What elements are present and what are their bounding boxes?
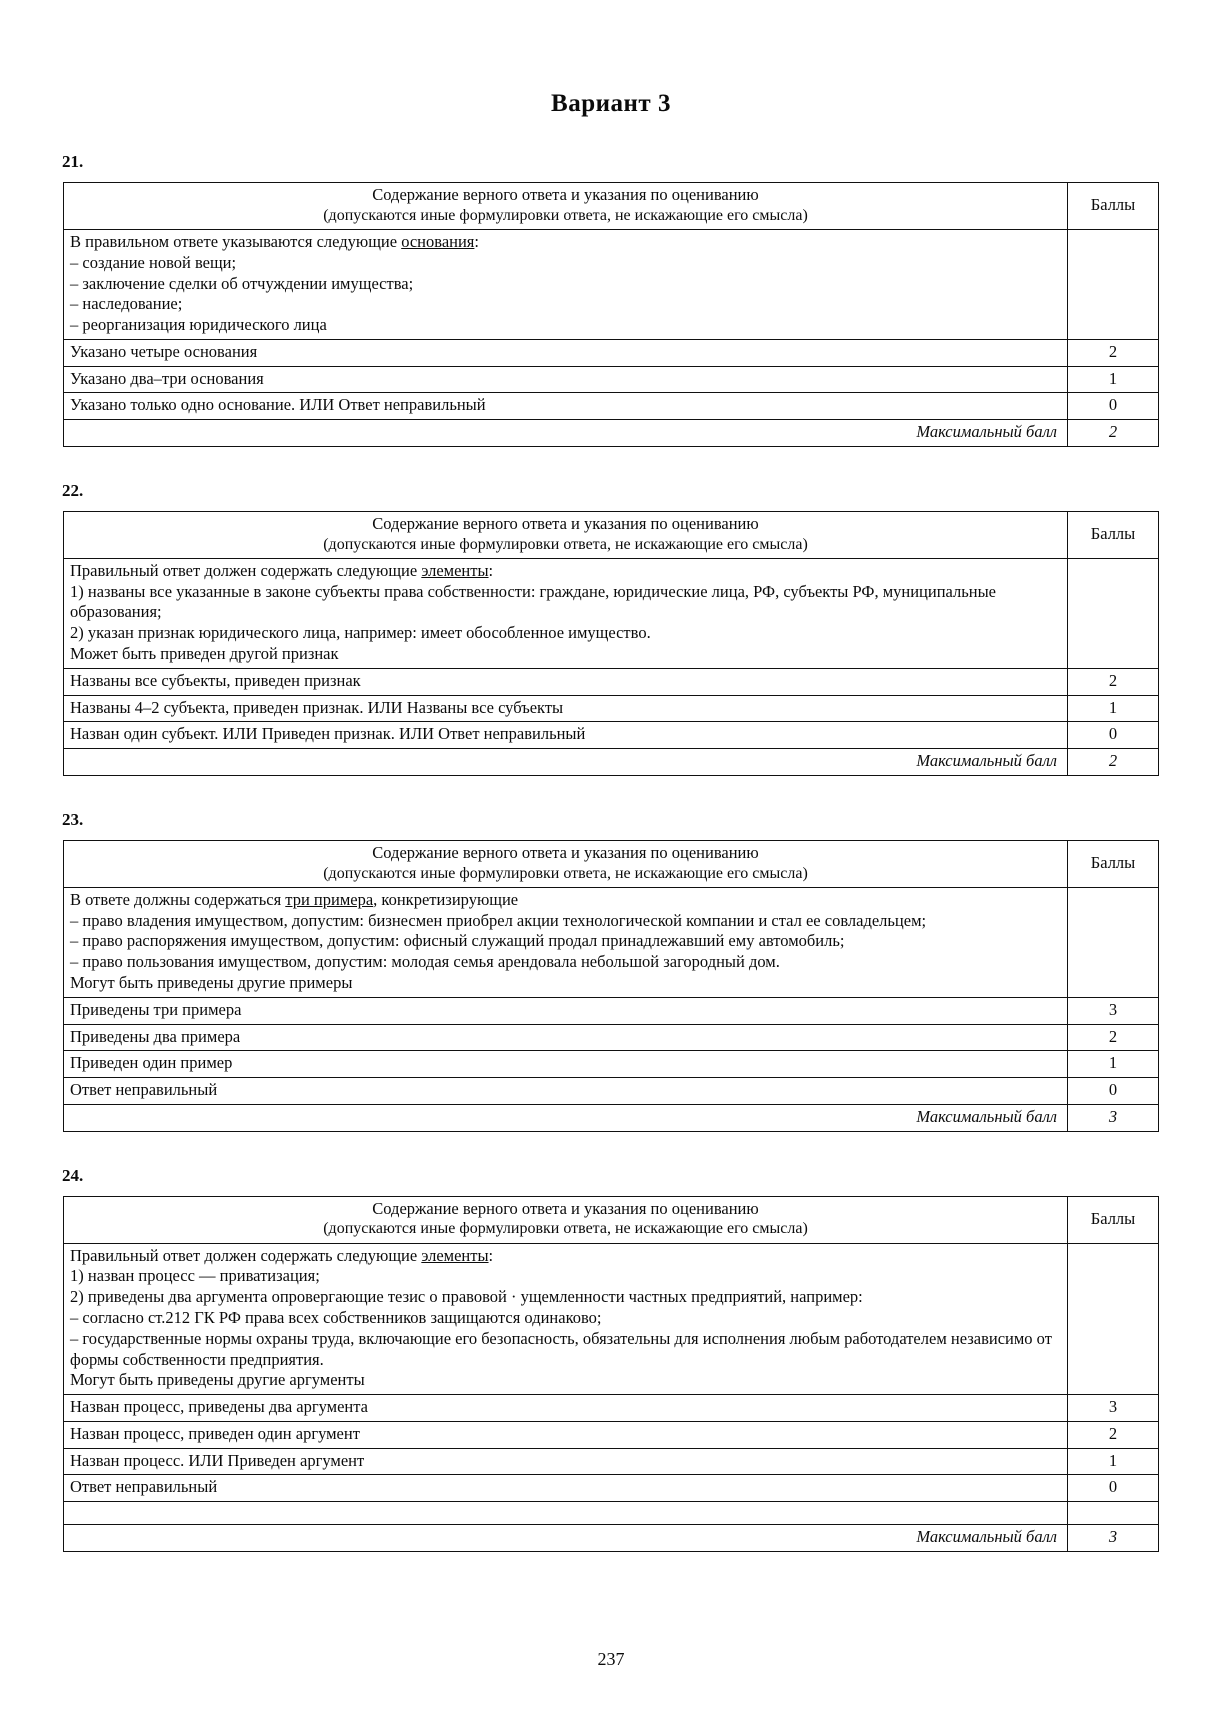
header-content-cell [64, 183, 1068, 230]
criterion-score: 0 [1068, 1475, 1159, 1502]
max-score-label: Максимальный балл [64, 420, 1068, 447]
header-sub-label: (допускаются иные формулировки ответа, не искажающие его смысла) [323, 535, 808, 553]
task-block-21 [60, 152, 1162, 447]
spacer-score-cell [1068, 1502, 1159, 1525]
table-row [64, 668, 1159, 695]
max-score-label: Максимальный балл [64, 749, 1068, 776]
max-score-label: Максимальный балл [64, 1525, 1068, 1552]
criterion-score: 2 [1068, 339, 1159, 366]
criterion-text: Указано четыре основания [64, 339, 1068, 366]
content-line: – право пользования имуществом, допустим: молодая семья арендовала небольшой загородный дом. [70, 952, 780, 972]
table-row [64, 1448, 1159, 1475]
table-row [64, 339, 1159, 366]
header-score-label: Баллы [1068, 183, 1159, 230]
content-line: Могут быть приведены другие аргументы [70, 1370, 365, 1390]
page-title: Вариант 3 [551, 90, 671, 117]
score-cell-empty [1068, 887, 1159, 997]
content-line: – право владения имуществом, допустим: бизнесмен приобрел акции технологической компании и стал ее совладельцем; [70, 910, 927, 930]
answer-content-cell [64, 229, 1068, 339]
max-score-row [64, 1104, 1159, 1131]
criterion-score: 0 [1068, 722, 1159, 749]
max-score-value: 2 [1068, 420, 1159, 447]
header-score-label: Баллы [1068, 840, 1159, 887]
header-score-label: Баллы [1068, 1196, 1159, 1243]
content-line: Может быть приведен другой признак [70, 644, 339, 664]
task-block-24 [60, 1166, 1162, 1552]
criterion-score: 1 [1068, 366, 1159, 393]
task-number: 22. [62, 480, 84, 500]
content-line: В правильном ответе указываются следующие основания: [70, 231, 479, 251]
content-line: Правильный ответ должен содержать следующие элементы: [70, 1245, 494, 1265]
max-score-value: 3 [1068, 1104, 1159, 1131]
criterion-text: Указано только одно основание. ИЛИ Ответ неправильный [64, 393, 1068, 420]
criterion-text: Указано два–три основания [64, 366, 1068, 393]
content-line: В ответе должны содержаться три примера, конкретизирующие [70, 889, 519, 909]
task-number: 24. [62, 1165, 84, 1185]
task-block-23 [60, 810, 1162, 1132]
content-line: – право распоряжения имуществом, допустим: офисный служащий продал принадлежавший ему автомобиль; [70, 931, 845, 951]
content-line: 1) названы все указанные в законе субъекты права собственности: граждане, юридические лица, РФ, субъекты РФ, муниципальные образования; [70, 581, 997, 622]
table-row [64, 887, 1159, 997]
spacer-row [64, 1502, 1159, 1525]
content-line: Правильный ответ должен содержать следующие элементы: [70, 560, 494, 580]
criterion-text: Приведен один пример [64, 1051, 1068, 1078]
criterion-text: Приведены два примера [64, 1024, 1068, 1051]
table-row [64, 229, 1159, 339]
table-row [64, 1421, 1159, 1448]
content-line: – реорганизация юридического лица [70, 315, 327, 335]
score-cell-empty [1068, 229, 1159, 339]
content-line: 2) указан признак юридического лица, например: имеет обособленное имущество. [70, 623, 651, 643]
table-row [64, 366, 1159, 393]
criterion-text: Назван процесс, приведен один аргумент [64, 1421, 1068, 1448]
criterion-score: 3 [1068, 1395, 1159, 1422]
criterion-score: 1 [1068, 1051, 1159, 1078]
table-row [64, 1395, 1159, 1422]
table-row [64, 997, 1159, 1024]
header-main-label: Содержание верного ответа и указания по оцениванию [372, 1198, 759, 1218]
content-line: – наследование; [70, 294, 183, 314]
max-score-value: 3 [1068, 1525, 1159, 1552]
criterion-score: 1 [1068, 1448, 1159, 1475]
max-score-row [64, 1525, 1159, 1552]
header-content-cell [64, 840, 1068, 887]
content-line: Могут быть приведены другие примеры [70, 973, 353, 992]
rubric-table-23 [63, 840, 1159, 1132]
header-score-label: Баллы [1068, 511, 1159, 558]
table-row [64, 722, 1159, 749]
criterion-score: 1 [1068, 695, 1159, 722]
page-number: 237 [597, 1649, 625, 1669]
content-line: – согласно ст.212 ГК РФ права всех собственников защищаются одинаково; [70, 1307, 602, 1327]
table-header-row [64, 840, 1159, 887]
criterion-score: 2 [1068, 1024, 1159, 1051]
criterion-text: Приведены три примера [64, 997, 1068, 1024]
content-line: – государственные нормы охраны труда, включающие его безопасность, обязательны для исполнения любым работодателем независимо от формы собственности предприятия. [70, 1328, 1052, 1369]
criterion-text: Назван процесс, приведены два аргумента [64, 1395, 1068, 1422]
table-header-row [64, 1196, 1159, 1243]
spacer-cell [64, 1502, 1068, 1525]
content-line: 2) приведены два аргумента опровергающие тезис о правовой · ущемленности частных предприятий, например: [70, 1287, 863, 1307]
answer-content-cell [64, 887, 1068, 997]
answer-content-cell [64, 1243, 1068, 1394]
criterion-score: 0 [1068, 1078, 1159, 1105]
task-block-22 [60, 481, 1162, 776]
criterion-text: Назван процесс. ИЛИ Приведен аргумент [64, 1448, 1068, 1475]
header-sub-label: (допускаются иные формулировки ответа, не искажающие его смысла) [323, 864, 808, 882]
table-row [64, 1475, 1159, 1502]
header-main-label: Содержание верного ответа и указания по оцениванию [372, 513, 759, 533]
header-sub-label: (допускаются иные формулировки ответа, не искажающие его смысла) [323, 206, 808, 224]
criterion-score: 0 [1068, 393, 1159, 420]
content-line: 1) назван процесс — приватизация; [70, 1266, 320, 1286]
table-header-row [64, 183, 1159, 230]
table-row [64, 1243, 1159, 1394]
criterion-score: 3 [1068, 997, 1159, 1024]
table-row [64, 1051, 1159, 1078]
header-main-label: Содержание верного ответа и указания по оцениванию [372, 185, 759, 204]
criterion-text: Ответ неправильный [64, 1078, 1068, 1105]
table-row [64, 393, 1159, 420]
criterion-score: 2 [1068, 668, 1159, 695]
criterion-text: Названы все субъекты, приведен признак [64, 668, 1068, 695]
task-number: 21. [62, 152, 84, 171]
max-score-label: Максимальный балл [64, 1104, 1068, 1131]
content-line: – заключение сделки об отчуждении имущества; [70, 273, 414, 293]
header-content-cell [64, 511, 1068, 558]
max-score-value: 2 [1068, 749, 1159, 776]
table-row [64, 1024, 1159, 1051]
criterion-text: Ответ неправильный [64, 1475, 1068, 1502]
table-row [64, 1078, 1159, 1105]
header-main-label: Содержание верного ответа и указания по оцениванию [372, 842, 759, 862]
rubric-table-24 [63, 1196, 1159, 1552]
rubric-table-21 [63, 182, 1159, 447]
criterion-score: 2 [1068, 1421, 1159, 1448]
content-line: – создание новой вещи; [70, 252, 237, 272]
score-cell-empty [1068, 1243, 1159, 1394]
header-content-cell [64, 1196, 1068, 1243]
answer-content-cell [64, 558, 1068, 668]
max-score-row [64, 420, 1159, 447]
criterion-text: Назван один субъект. ИЛИ Приведен признак. ИЛИ Ответ неправильный [64, 722, 1068, 749]
criterion-text: Названы 4–2 субъекта, приведен признак. ИЛИ Названы все субъекты [64, 695, 1068, 722]
rubric-table-22 [63, 511, 1159, 776]
header-sub-label: (допускаются иные формулировки ответа, не искажающие его смысла) [323, 1220, 808, 1238]
max-score-row [64, 749, 1159, 776]
table-header-row [64, 511, 1159, 558]
score-cell-empty [1068, 558, 1159, 668]
table-row [64, 558, 1159, 668]
task-number: 23. [62, 809, 84, 829]
table-row [64, 695, 1159, 722]
